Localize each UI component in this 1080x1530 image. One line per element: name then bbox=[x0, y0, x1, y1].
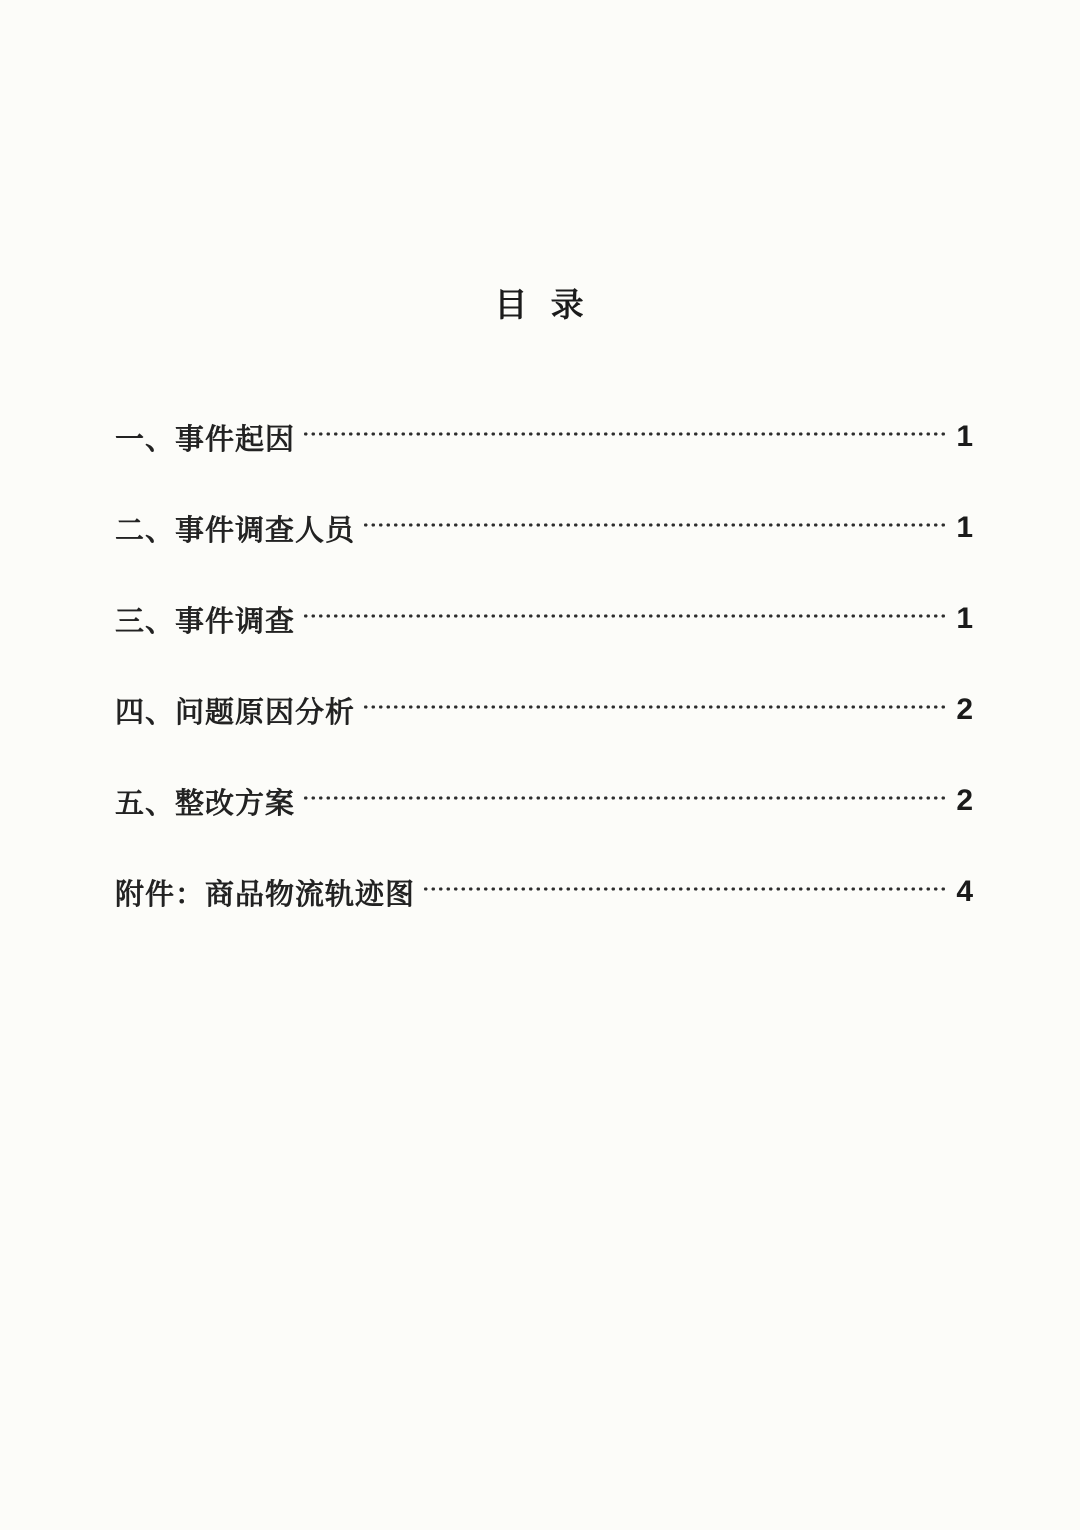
toc-entry-label: 三、事件调查 bbox=[115, 605, 296, 638]
toc-entry-label: 四、问题原因分析 bbox=[115, 696, 356, 729]
dot-leader bbox=[302, 422, 945, 452]
dot-leader bbox=[422, 877, 945, 907]
toc-entry-page-number: 1 bbox=[956, 511, 973, 544]
dot-leader bbox=[362, 513, 945, 543]
page-title: 目 录 bbox=[494, 286, 586, 323]
toc-entry bbox=[115, 693, 973, 729]
toc-entry-page-number: 2 bbox=[956, 784, 973, 817]
toc-entry-page-number: 1 bbox=[956, 420, 973, 453]
toc-entry-label: 五、整改方案 bbox=[115, 787, 296, 820]
toc-entry-page-number: 1 bbox=[956, 602, 973, 635]
toc-entry-label: 一、事件起因 bbox=[115, 423, 296, 456]
dot-leader bbox=[302, 604, 945, 634]
toc-entry bbox=[115, 875, 973, 911]
toc-entry-label: 二、事件调查人员 bbox=[115, 514, 356, 547]
toc-entry-label: 附件：商品物流轨迹图 bbox=[115, 878, 416, 911]
toc-entry bbox=[115, 602, 973, 638]
toc-entry-page-number: 4 bbox=[956, 875, 973, 908]
toc-entry-page-number: 2 bbox=[956, 693, 973, 726]
dot-leader bbox=[302, 786, 945, 816]
toc-entry bbox=[115, 420, 973, 456]
dot-leader bbox=[362, 695, 945, 725]
toc-entry bbox=[115, 511, 973, 547]
toc-entry bbox=[115, 784, 973, 820]
toc-list bbox=[0, 420, 1080, 911]
